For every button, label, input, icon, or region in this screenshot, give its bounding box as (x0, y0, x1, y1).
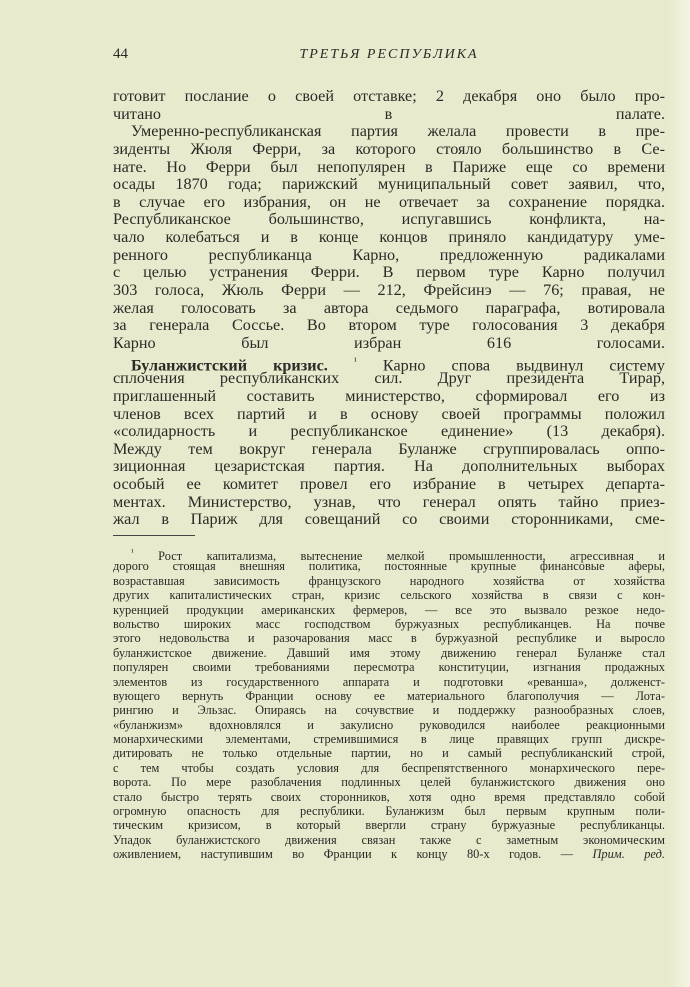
text-line: 303 голоса, Жюль Ферри — 212, Фрейсинэ — 76; правая, не (113, 281, 665, 300)
footnote-line: популярен своими требованиями пересмотра конституции, изгнания продажных (113, 660, 665, 675)
running-title: ТРЕТЬЯ РЕСПУБЛИКА (299, 47, 479, 62)
footnote-line: возраставшая зависимость французского народного хозяйства от хозяйства (113, 573, 665, 588)
editor-note: Прим. ред. (592, 847, 665, 862)
footnote-marker: ¹ (353, 355, 357, 367)
footnote-line (113, 545, 665, 564)
footnote-line: дорого стоящая внешняя политика, постоянные крупные финансовые аферы, (113, 559, 665, 574)
footnote-line: вующего вернуть Франции основу ее материального благополучия — Лота- (113, 688, 665, 703)
page-edge (668, 0, 690, 987)
footnote-line: буланжистское движение. Давший имя этому движению генерал Буланже стал (113, 645, 665, 660)
footnote-line (113, 847, 665, 861)
text-line: Между тем вокруг генерала Буланже сгруппировалась оппо- (113, 439, 665, 458)
footnote-line: этого недовольства и разочарования масс в буржуазной республике и выросло (113, 631, 665, 646)
line-text: Рост капитализма, вытеснение мелкой промышленности, агрессивная и (158, 549, 665, 564)
text-line: желая голосовать за автора седьмого параграфа, вотировала (113, 298, 665, 317)
text-line: читано в палате. (113, 104, 665, 123)
text-line: Умеренно-республиканская партия желала провести в пре- (131, 122, 665, 141)
text-line: с целью устранения Ферри. В первом туре Карно получил (113, 263, 665, 282)
footnote-line: других капиталистических стран, кризис сельского хозяйства в связи с кон- (113, 588, 665, 603)
text-line: зиционная цезаристская партия. На дополнительных выборах (113, 457, 665, 476)
page-header (113, 46, 665, 66)
footnote-line: монархическими элементами, стремившимися в лице правящих групп дискре- (113, 732, 665, 747)
text-line: Республиканское большинство, испугавшись конфликта, на- (113, 210, 665, 229)
line-text: Карно спова выдвинул систему (382, 356, 666, 374)
line-text: оживлением, наступившим во Франции к концу 80-х годов. — (113, 847, 574, 862)
footnote-line: дитировать не только отдельные партии, но и самый республиканский строй, (113, 746, 665, 761)
footnote-line: куренцией продукции американских фермеров, — все это вызвало резкое недо- (113, 602, 665, 617)
footnote-line: тическим кризисом, в который ввергли страну буржуазные республиканцы. (113, 818, 665, 833)
text-line: осады 1870 года; парижский муниципальный совет заявил, что, (113, 175, 665, 194)
text-line: «солидарность и республиканское единение» (13 декабря). (113, 422, 665, 441)
text-line: в случае его избрания, он не отвечает за сохранение порядка. (113, 192, 665, 211)
text-line: Карно был избран 616 голосами. (113, 333, 665, 352)
text-line: готовит послание о своей отставке; 2 декабря оно было про- (113, 87, 665, 105)
footnote-line: элементов из государственного аппарата и подготовки «реванша», долженст- (113, 674, 665, 689)
footnote-line: вольство широких масс господством буржуазных республиканцев. На почве (113, 616, 665, 631)
text-line: ренного республиканца Карно, предложенную радикалами (113, 245, 665, 264)
footnote-line: «буланжизм» вдохновлялся и закулисно руководился наиболее реакционными (113, 717, 665, 732)
text-line: особый ее комитет провел его избрание в четырех департа- (113, 475, 665, 494)
text-line: зиденты Жюля Ферри, за которого стояло большинство в Се- (113, 139, 665, 158)
footnote-line: рингию и Эльзас. Опираясь на сочувствие и поддержку разнообразных слоев, (113, 703, 665, 718)
text-line (113, 353, 666, 374)
page-number: 44 (113, 46, 128, 62)
footnote-line: с тем чтобы создать условия для беспрепятственного монархического пере- (113, 760, 665, 775)
text-line: жал в Париж для совещаний со своими сторонниками, сме- (113, 510, 665, 529)
text-line: ментах. Министерство, узнав, что генерал опять тайно приез- (113, 492, 665, 511)
footnote-line: стало быстро терять своих сторонников, хотя одно время представляло собой (113, 789, 665, 804)
main-text (113, 88, 665, 529)
text-line: чало колебаться и в конце концов приняло кандидатуру уме- (113, 228, 665, 247)
text-line: нате. Но Ферри был непопулярен в Париже еще со времени (113, 157, 665, 176)
footnote-number: ¹ (131, 547, 134, 557)
text-line: сплочения республиканских сил. Друг президента Тирар, (113, 369, 665, 388)
text-line: за генерала Соссье. Во втором туре голосования 3 декабря (113, 316, 665, 335)
footnote-separator (113, 535, 195, 536)
footnote-line: ворота. По мере разоблачения подлинных целей буланжистского движения оно (113, 775, 665, 790)
text-line: членов всех партий и в основу своей программы положил (113, 404, 665, 423)
footnote (113, 545, 665, 862)
footnote-line: Упадок буланжистского движения связан также с заметным экономическим (113, 832, 665, 847)
text-line: приглашенный составить министерство, сформировал его из (113, 386, 665, 405)
section-heading: Буланжистский кризис. (131, 356, 328, 374)
footnote-line: огромную опасность для республики. Буланжизм был первым крупным поли- (113, 804, 665, 819)
